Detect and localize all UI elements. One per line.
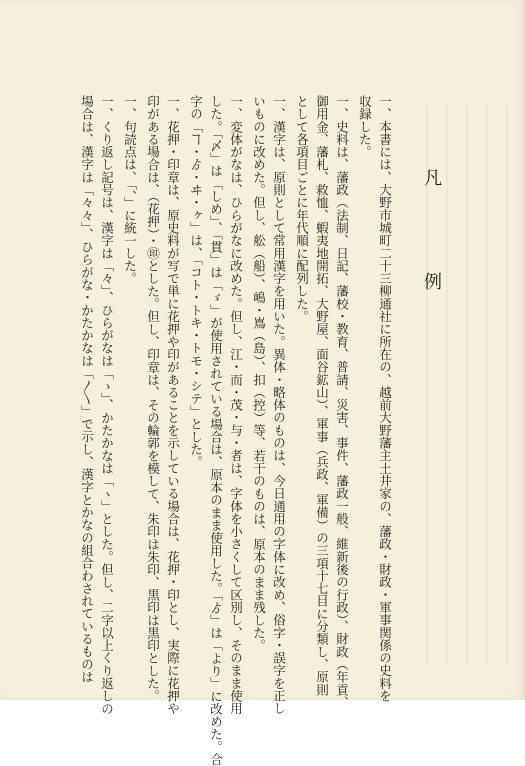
text-column: 一、句読点は、「、」に統一した。 <box>122 95 138 285</box>
text-column: 収録した。 <box>357 95 373 159</box>
text-column: 一、漢字は、原則として常用漢字を用いた。異体・略体のものは、今日通用の字体に改め、俗字・誤字を正し <box>271 95 287 715</box>
text-column: 一、くり返し記号は、漢字は「々」、ひらがなは「ゝ」、かたかなは「ヽ」とした。但し、二字以上くり返しの <box>99 95 115 715</box>
text-column: 一、花押・印章は、原史料が写で単に花押や印があることを示している場合は、花押・印とし、実際に花押や <box>165 95 181 715</box>
page-edge <box>519 0 525 700</box>
text-column: 字の「ヿ・ゟ・ヰ・ヶ」は、「コト・トキ・トモ・シテ」とした。 <box>188 95 204 469</box>
text-column: として各項目ごとに年代順に配列した。 <box>294 95 310 323</box>
text-column: 印がある場合は、（花押）・㊞とした。但し、印章は、その輪郭を模して、朱印は朱印、黒印は黒印とした。 <box>145 95 161 703</box>
section-title: 凡 例 <box>421 168 442 324</box>
text-column: 場合は、漢字は「々々」、ひらがな・かたかなは「〳〵」で示し、漢字とかなの組合わされているものは <box>79 95 95 684</box>
text-column: 御用金、藩札、救恤、蝦夷地開拓、大野屋、面谷鉱山）、軍事（兵政、軍備）の三項十七目に分類し、原則 <box>314 95 330 696</box>
text-column: した。「〆」は「しめ」、「貫」は「ゞ」が使用されている場合は、原本のまま使用した。「ゟ」は「より」に改めた。合 <box>208 95 224 766</box>
text-column: 一、史料は、藩政（法制、日記、藩校・教育、普請、災害、事件、藩政一般、維新後の行政）、財政（年貢、 <box>334 95 350 709</box>
text-column: 一、変体がなは、ひらがなに改めた。但し、江・而・茂・与・者は、字体を小さくして区別し、そのまま使用 <box>228 95 244 715</box>
text-column: いものに改めた。但し、舩（船）、嶋・嶌（島）、扣（控）等、若干のものは、原本のまま残した。 <box>251 95 267 652</box>
text-column: 一、本書には、大野市城町二十三柳通社に所在の、越前大野藩主土井家の、藩政・財政・軍事関係の史料を <box>377 95 393 703</box>
